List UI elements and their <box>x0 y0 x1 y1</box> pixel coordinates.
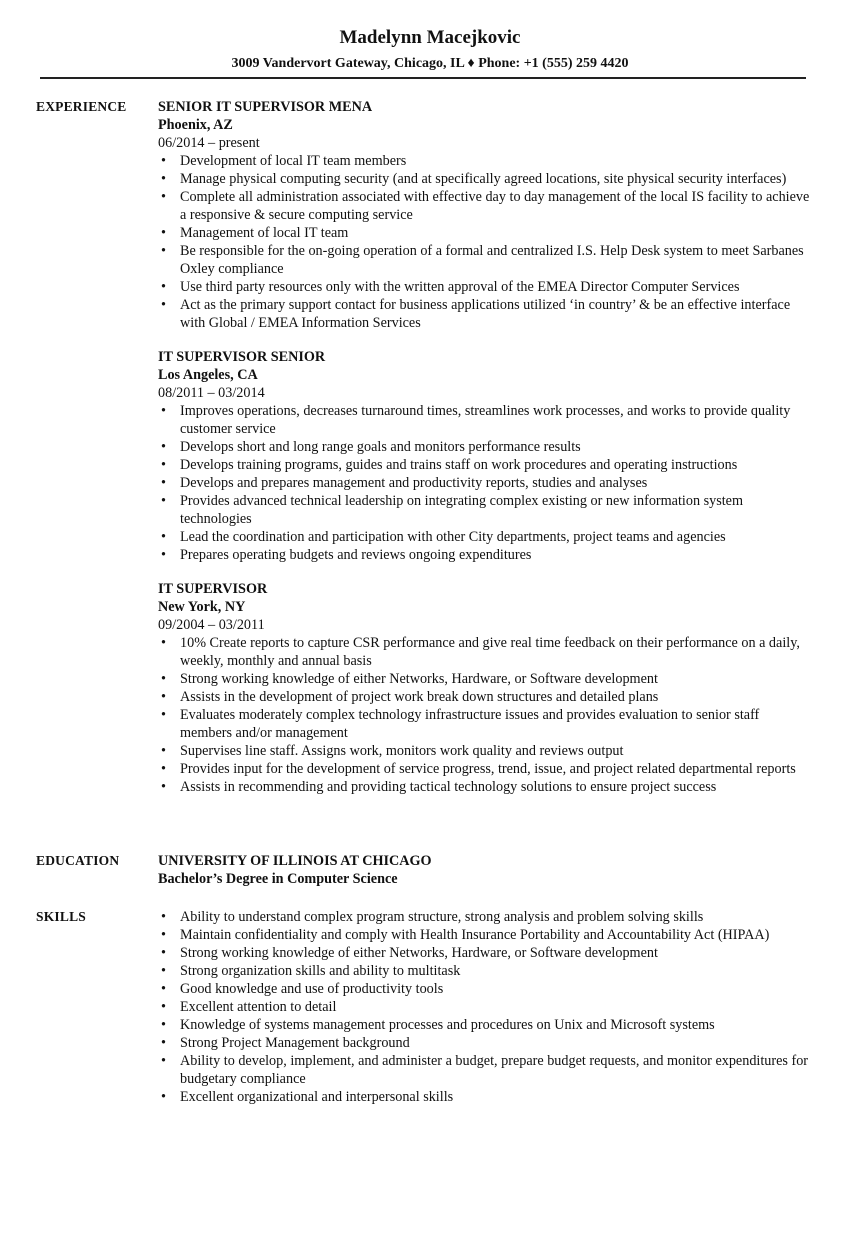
contact-line: 3009 Vandervort Gateway, Chicago, IL ♦ Phone: +1 (555) 259 4420 <box>231 56 629 71</box>
job-entry <box>158 98 810 332</box>
job-dates: 06/2014 – present <box>158 135 260 151</box>
degree: Bachelor’s Degree in Computer Science <box>158 871 398 887</box>
job-bullet: • Be responsible for the on-going operation of a formal and centralized I.S. Help Desk system to meet Sarbanes Oxley compliance <box>158 242 810 278</box>
skill-bullet: • Strong Project Management background <box>158 1034 810 1052</box>
job-bullet: • 10% Create reports to capture CSR performance and give real time feedback on their performance on a daily, weekly, monthly and annual basis <box>158 634 810 670</box>
job-bullet: • Assists in recommending and providing tactical technology solutions to ensure project success <box>158 778 810 796</box>
job-bullet: • Manage physical computing security (and at specifically agreed locations, site physical security interfaces) <box>158 170 810 188</box>
education-content <box>158 852 810 888</box>
job-bullet: • Complete all administration associated with effective day to day management of the local IS facility to achieve a responsive & secure computing service <box>158 188 810 224</box>
job-dates: 08/2011 – 03/2014 <box>158 385 265 401</box>
skill-bullet: • Maintain confidentiality and comply with Health Insurance Portability and Accountability Act (HIPAA) <box>158 926 810 944</box>
skill-bullet: • Excellent organizational and interpersonal skills <box>158 1088 810 1106</box>
resume-header <box>0 0 860 73</box>
job-bullet: • Develops short and long range goals and monitors performance results <box>158 438 810 456</box>
job-bullet: • Assists in the development of project work break down structures and detailed plans <box>158 688 810 706</box>
skill-bullet: • Strong working knowledge of either Networks, Hardware, or Software development <box>158 944 810 962</box>
job-entry <box>158 348 810 564</box>
job-title: IT SUPERVISOR SENIOR <box>158 349 326 365</box>
job-bullet: • Improves operations, decreases turnaround times, streamlines work processes, and works to provide quality customer service <box>158 402 810 438</box>
job-bullet: • Develops training programs, guides and trains staff on work procedures and operating instructions <box>158 456 810 474</box>
skill-bullet: • Strong organization skills and ability to multitask <box>158 962 810 980</box>
section-label-education: EDUCATION <box>36 853 120 868</box>
job-bullet: • Lead the coordination and participation with other City departments, project teams and agencies <box>158 528 810 546</box>
candidate-name: Madelynn Macejkovic <box>339 27 521 48</box>
section-label-skills: SKILLS <box>36 909 86 924</box>
job-bullet: • Supervises line staff. Assigns work, monitors work quality and reviews output <box>158 742 810 760</box>
job-bullet: • Provides advanced technical leadership on integrating complex existing or new information system technologies <box>158 492 810 528</box>
header-divider <box>40 77 806 79</box>
job-dates: 09/2004 – 03/2011 <box>158 617 265 633</box>
job-bullet: • Evaluates moderately complex technology infrastructure issues and provides evaluation to senior staff members and/or management <box>158 706 810 742</box>
job-bullets <box>158 152 810 332</box>
skill-bullet: • Knowledge of systems management processes and procedures on Unix and Microsoft systems <box>158 1016 810 1034</box>
skills-content <box>158 908 810 1106</box>
job-bullet: • Development of local IT team members <box>158 152 810 170</box>
experience-content <box>158 98 810 812</box>
school-name: UNIVERSITY OF ILLINOIS AT CHICAGO <box>158 853 432 869</box>
skill-bullet: • Ability to understand complex program structure, strong analysis and problem solving skills <box>158 908 810 926</box>
job-location: Los Angeles, CA <box>158 367 258 383</box>
job-bullet: • Act as the primary support contact for business applications utilized ‘in country’ & be an effective interface with Global / EMEA Information Services <box>158 296 810 332</box>
skill-bullet: • Good knowledge and use of productivity tools <box>158 980 810 998</box>
skill-bullet: • Excellent attention to detail <box>158 998 810 1016</box>
job-bullet: • Management of local IT team <box>158 224 810 242</box>
job-location: Phoenix, AZ <box>158 117 233 133</box>
section-label-experience: EXPERIENCE <box>36 99 127 114</box>
job-bullets <box>158 402 810 564</box>
job-bullet: • Use third party resources only with the written approval of the EMEA Director Computer Services <box>158 278 810 296</box>
skill-bullet: • Ability to develop, implement, and administer a budget, prepare budget requests, and monitor expenditures for budgetary compliance <box>158 1052 810 1088</box>
job-location: New York, NY <box>158 599 246 615</box>
job-bullet: • Prepares operating budgets and reviews ongoing expenditures <box>158 546 810 564</box>
job-title: SENIOR IT SUPERVISOR MENA <box>158 99 373 115</box>
skills-bullets <box>158 908 810 1106</box>
job-bullets <box>158 634 810 796</box>
job-title: IT SUPERVISOR <box>158 581 268 597</box>
job-entry <box>158 580 810 796</box>
job-bullet: • Develops and prepares management and productivity reports, studies and analyses <box>158 474 810 492</box>
job-bullet: • Strong working knowledge of either Networks, Hardware, or Software development <box>158 670 810 688</box>
job-bullet: • Provides input for the development of service progress, trend, issue, and project related departmental reports <box>158 760 810 778</box>
